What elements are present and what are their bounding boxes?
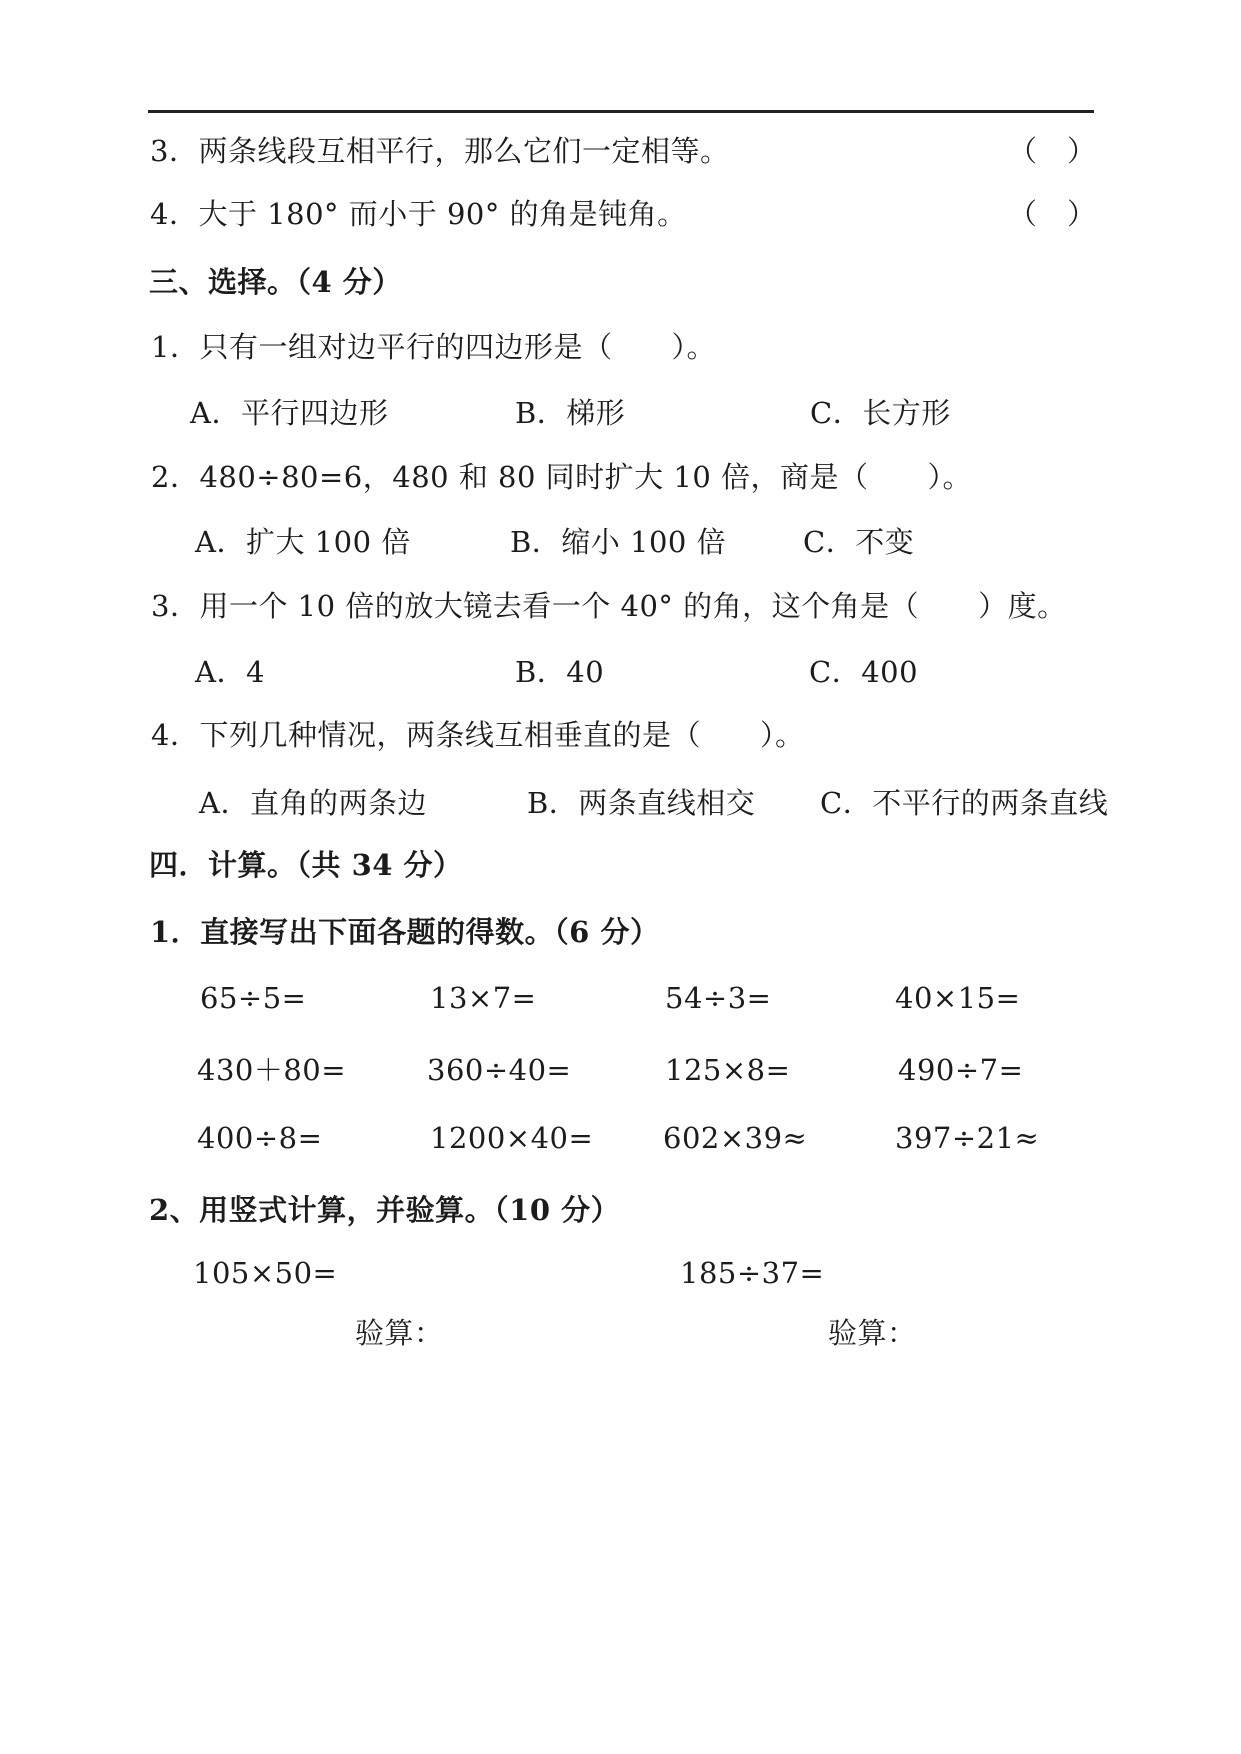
oral-problem-r1c1: 65÷5=	[200, 981, 307, 1015]
choice-q3-stem: 3．用一个 10 倍的放大镜去看一个 40° 的角，这个角是（ ）度。	[151, 589, 1067, 623]
calc-oral-heading: 1．直接写出下面各题的得数。（6 分）	[150, 915, 660, 949]
choice-q1-stem: 1．只有一组对边平行的四边形是（ ）。	[151, 330, 716, 364]
oral-problem-r2c4: 490÷7=	[898, 1053, 1024, 1087]
choice-q2-option-a: A．扩大 100 倍	[195, 525, 411, 559]
choice-q3-option-c: C．400	[809, 655, 919, 689]
calc-section-heading: 四．计算。（共 34 分）	[149, 848, 463, 882]
choice-q3-option-a: A．4	[195, 655, 265, 689]
vertical-problem-1: 105×50=	[193, 1256, 338, 1290]
oral-problem-r3c4: 397÷21≈	[895, 1121, 1040, 1155]
choice-q4-option-a: A．直角的两条边	[199, 786, 427, 820]
choice-q2-option-b: B．缩小 100 倍	[510, 525, 727, 559]
choice-q1-option-a: A．平行四边形	[190, 396, 389, 430]
vertical-problem-2: 185÷37=	[680, 1256, 825, 1290]
oral-problem-r2c3: 125×8=	[665, 1053, 791, 1087]
calc-vertical-heading: 2、用竖式计算，并验算。（10 分）	[149, 1193, 621, 1227]
oral-problem-r1c2: 13×7=	[430, 981, 537, 1015]
oral-problem-r1c3: 54÷3=	[665, 981, 772, 1015]
judge-item-3-text: 3．两条线段互相平行，那么它们一定相等。	[150, 134, 730, 168]
choice-q2-stem: 2．480÷80=6，480 和 80 同时扩大 10 倍，商是（ ）。	[151, 460, 972, 494]
vertical-check-label-1: 验算：	[355, 1316, 444, 1350]
oral-problem-r2c2: 360÷40=	[427, 1053, 572, 1087]
oral-problem-r3c3: 602×39≈	[663, 1121, 808, 1155]
choice-q3-option-b: B．40	[515, 655, 605, 689]
oral-problem-r1c4: 40×15=	[895, 981, 1021, 1015]
vertical-check-label-2: 验算：	[828, 1316, 917, 1350]
choice-q1-option-c: C．长方形	[810, 396, 951, 430]
top-rule-divider	[148, 110, 1094, 113]
oral-problem-r3c1: 400÷8=	[197, 1121, 323, 1155]
choice-q4-option-b: B．两条直线相交	[527, 786, 756, 820]
choice-section-heading: 三、选择。（4 分）	[149, 265, 402, 299]
oral-problem-r2c1: 430＋80=	[197, 1053, 347, 1087]
judge-item-3-answer-blank: （ ）	[1008, 134, 1097, 168]
choice-q4-stem: 4．下列几种情况，两条线互相垂直的是（ ）。	[151, 718, 805, 752]
choice-q4-option-c: C．不平行的两条直线	[820, 786, 1109, 820]
judge-item-4-text: 4．大于 180° 而小于 90° 的角是钝角。	[150, 197, 687, 231]
oral-problem-r3c2: 1200×40=	[430, 1121, 594, 1155]
choice-q1-option-b: B．梯形	[515, 396, 626, 430]
judge-item-4-answer-blank: （ ）	[1008, 197, 1097, 231]
choice-q2-option-c: C．不变	[803, 525, 915, 559]
